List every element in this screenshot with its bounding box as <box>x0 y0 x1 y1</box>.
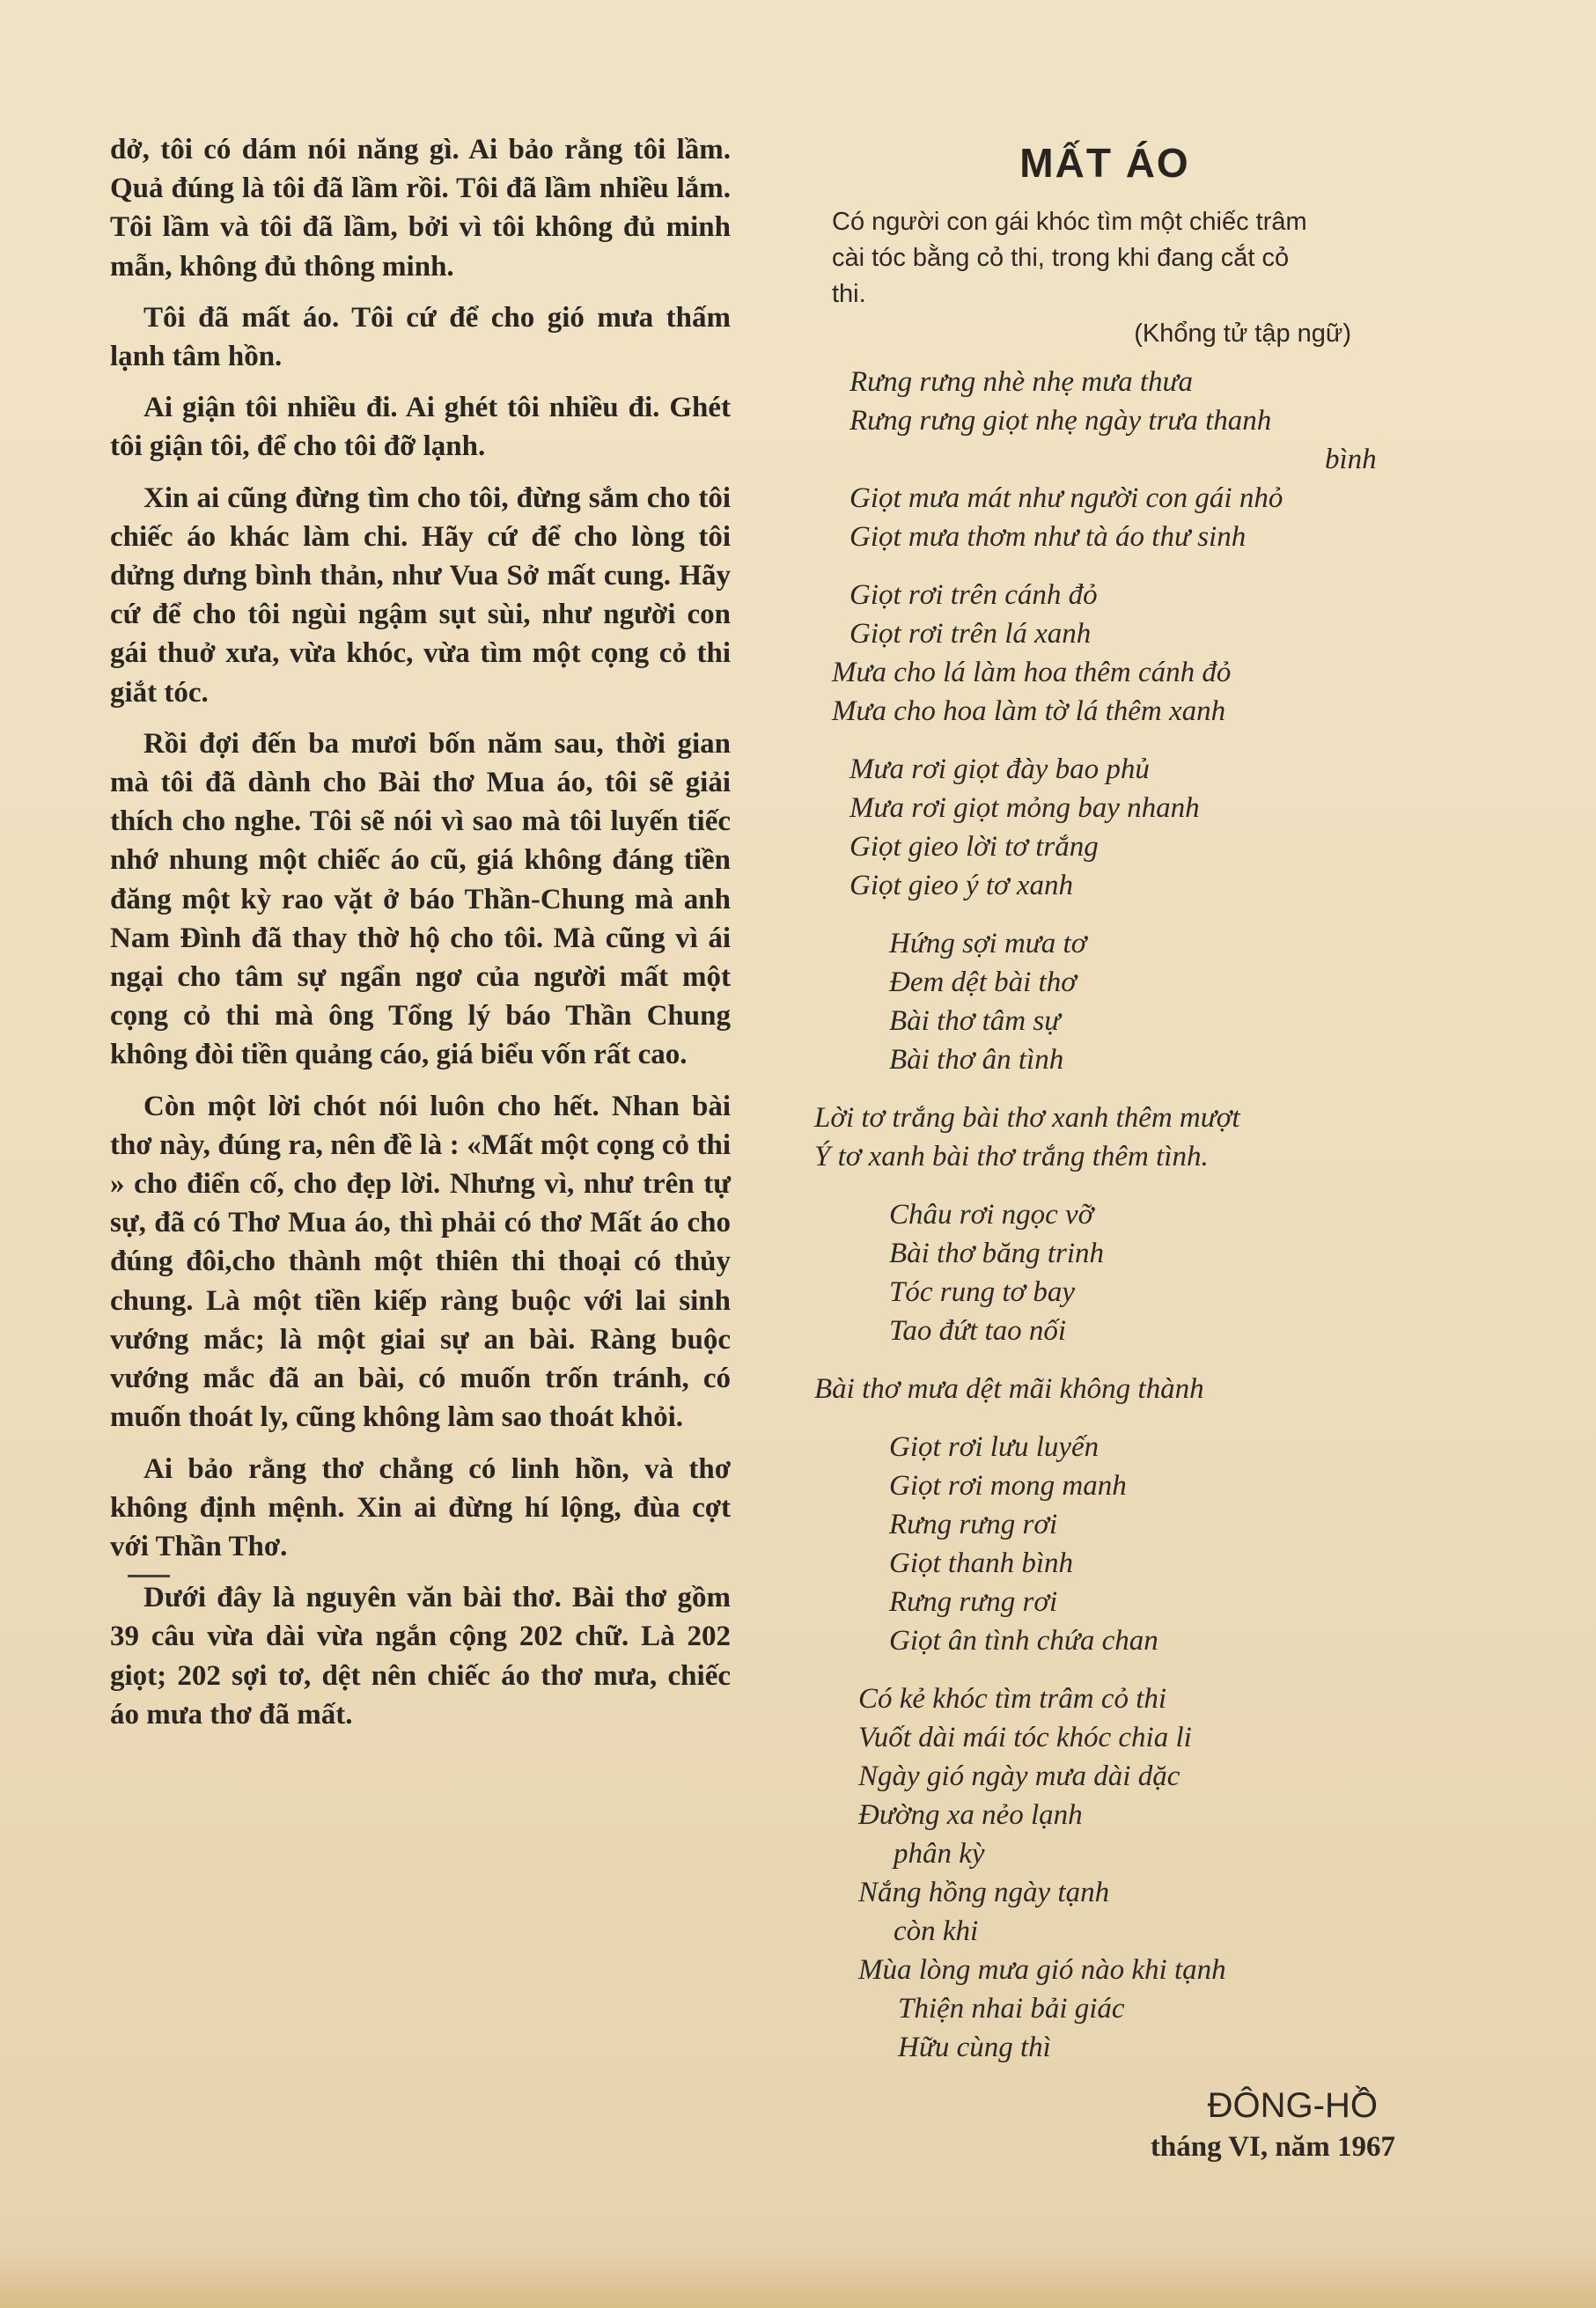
poem-stanza <box>814 576 1395 731</box>
poem-line: Ý tơ xanh bài thơ trắng thêm tình. <box>814 1141 1209 1172</box>
poem-line: Bài thơ mưa dệt mãi không thành <box>814 1373 1204 1405</box>
poem-line: Châu rơi ngọc vỡ <box>889 1199 1094 1231</box>
poem-line: Giọt rơi lưu luyến <box>889 1431 1100 1463</box>
poem-line: Rưng rưng rơi <box>889 1509 1058 1540</box>
poem-date: tháng VI, năm 1967 <box>1150 2131 1395 2163</box>
poem-line: bình <box>1325 444 1377 475</box>
poem-line: Giọt thanh bình <box>889 1547 1074 1579</box>
poem-line: Đem dệt bài thơ <box>889 967 1077 998</box>
poem-line: Giọt rơi trên lá xanh <box>849 618 1092 650</box>
epigraph-source: (Khổng tử tập ngữ) <box>1134 320 1351 348</box>
poem-line: Giọt gieo lời tơ trắng <box>849 831 1099 863</box>
poem-line: Có kẻ khóc tìm trâm cỏ thi <box>858 1683 1167 1715</box>
page-edge-shadow <box>0 2246 1596 2308</box>
poem-column <box>814 130 1395 2164</box>
prose-paragraph: Tôi đã mất áo. Tôi cứ để cho gió mưa thấm lạnh tâm hồn. <box>110 301 731 373</box>
poem-stanza <box>814 363 1395 556</box>
poem-stanza <box>814 924 1395 1079</box>
poem-line: Giọt rơi mong manh <box>889 1470 1127 1502</box>
prose-paragraph: dở, tôi có dám nói năng gì. Ai bảo rằng tôi lầm. Quả đúng là tôi đã lầm rồi. Tôi đã lầm nhiều lắm. Tôi lầm và tôi đã lầm, bởi vì tôi không đủ minh mẫn, không đủ thông minh. <box>110 134 731 283</box>
poem-stanza <box>814 1370 1395 1408</box>
poem-line: Giọt mưa thơm như tà áo thư sinh <box>849 521 1247 553</box>
poem-line: Giọt mưa mát như người con gái nhỏ <box>849 482 1283 514</box>
poem-line: Giọt gieo ý tơ xanh <box>849 870 1074 901</box>
prose-paragraph: Dưới đây là nguyên văn bài thơ. Bài thơ gồm 39 câu vừa dài vừa ngắn cộng 202 chữ. Là 202 giọt; 202 sợi tơ, dệt nên chiếc áo thơ mưa, chiếc áo mưa thơ đã mất. <box>110 1578 731 1734</box>
poem-stanza <box>814 750 1395 905</box>
poem-body <box>814 363 1395 2067</box>
poem-line: Ngày gió ngày mưa dài dặc <box>858 1760 1180 1792</box>
poem-line: Mưa rơi giọt đày bao phủ <box>849 753 1150 785</box>
poem-title: MẤT ÁO <box>1019 140 1190 186</box>
poem-stanza <box>814 1680 1395 2067</box>
poem-author: ĐÔNG-HỒ <box>1207 2086 1378 2125</box>
poem-line: Hữu cùng thì <box>898 2032 1051 2063</box>
poem-line: Hứng sợi mưa tơ <box>889 928 1087 959</box>
prose-paragraph: Rồi đợi đến ba mươi bốn năm sau, thời gian mà tôi đã dành cho Bài thơ Mua áo, tôi sẽ giải thích cho nghe. Tôi sẽ nói vì sao mà tôi luyến tiếc nhớ nhung một chiếc áo cũ, giá không đáng tiền đăng một kỳ rao vặt ở báo Thần-Chung mà anh Nam Đình đã thay thờ hộ cho tôi. Mà cũng vì ái ngại cho tâm sự ngẩn ngơ của người mất một cọng cỏ thi mà ông Tổng lý báo Thần Chung không đòi tiền quảng cáo, giá biểu vốn rất cao. <box>110 727 731 1071</box>
prose-paragraph: Ai giận tôi nhiều đi. Ai ghét tôi nhiều đi. Ghét tôi giận tôi, để cho tôi đỡ lạnh. <box>110 392 731 463</box>
poem-stanza <box>814 1099 1395 1176</box>
poem-line: Đường xa nẻo lạnh <box>858 1799 1083 1831</box>
poem-line: Mưa rơi giọt mỏng bay nhanh <box>849 792 1200 824</box>
poem-line: Tao đứt tao nối <box>889 1315 1067 1347</box>
poem-line: Mùa lòng mưa gió nào khi tạnh <box>858 1954 1226 1986</box>
poem-line: Rưng rưng rơi <box>889 1586 1058 1618</box>
poem-line: Thiện nhai bải giác <box>898 1993 1125 2025</box>
prose-paragraph: Xin ai cũng đừng tìm cho tôi, đừng sắm cho tôi chiếc áo khác làm chi. Hãy cứ để cho lòng tôi dửng dưng bình thản, như Vua Sở mất cung. Hãy cứ để cho tôi ngùi ngậm sụt sùi, như người con gái thuở xưa, vừa khóc, vừa tìm một cọng cỏ thi giắt tóc. <box>110 481 731 709</box>
poem-line: Giọt ân tình chứa chan <box>889 1625 1158 1657</box>
prose-paragraph: Còn một lời chót nói luôn cho hết. Nhan bài thơ này, đúng ra, nên đề là : «Mất một cọng cỏ thi » cho điển cố, cho đẹp lời. Nhưng vì, như trên tự sự, đã có Thơ Mua áo, thì phải có thơ Mất áo cho đúng đôi,cho thành một thiên thi thoại có thủy chung. Là một tiền kiếp ràng buộc với lai sinh vướng mắc; là một giai sự an bài. Ràng buộc vướng mắc đã an bài, có muốn trốn tránh, có muốn thoát ly, cũng không làm sao thoát khỏi. <box>110 1090 731 1434</box>
poem-line: Rưng rưng giọt nhẹ ngày trưa thanh <box>849 405 1272 437</box>
poem-line: Mưa cho hoa làm tờ lá thêm xanh <box>832 695 1226 727</box>
poem-stanza <box>814 1428 1395 1660</box>
poem-line: Lời tơ trắng bài thơ xanh thêm mượt <box>814 1102 1240 1134</box>
poem-line: phân kỳ <box>894 1838 985 1870</box>
poem-line: Bài thơ tâm sự <box>889 1005 1061 1037</box>
poem-line: Rưng rưng nhè nhẹ mưa thưa <box>849 366 1194 398</box>
poem-line: còn khi <box>894 1915 979 1947</box>
poem-stanza <box>814 1195 1395 1350</box>
poem-line: Mưa cho lá làm hoa thêm cánh đỏ <box>832 657 1232 688</box>
poem-line: Giọt rơi trên cánh đỏ <box>849 579 1098 611</box>
prose-column <box>110 130 731 1746</box>
poem-line: Tóc rung tơ bay <box>889 1276 1076 1308</box>
poem-line: Bài thơ băng trinh <box>889 1238 1105 1269</box>
poem-epigraph: Có người con gái khóc tìm một chiếc trâm cài tóc bằng cỏ thi, trong khi đang cắt cỏ thi. <box>832 208 1307 308</box>
poem-line: Vuốt dài mái tóc khóc chia li <box>858 1722 1192 1753</box>
prose-paragraph: Ai bảo rằng thơ chẳng có linh hồn, và thơ không định mệnh. Xin ai đừng hí lộng, đùa cợt với Thần Thơ. <box>110 1452 731 1562</box>
poem-line: Nắng hồng ngày tạnh <box>858 1877 1110 1908</box>
poem-line: Bài thơ ân tình <box>889 1044 1064 1076</box>
